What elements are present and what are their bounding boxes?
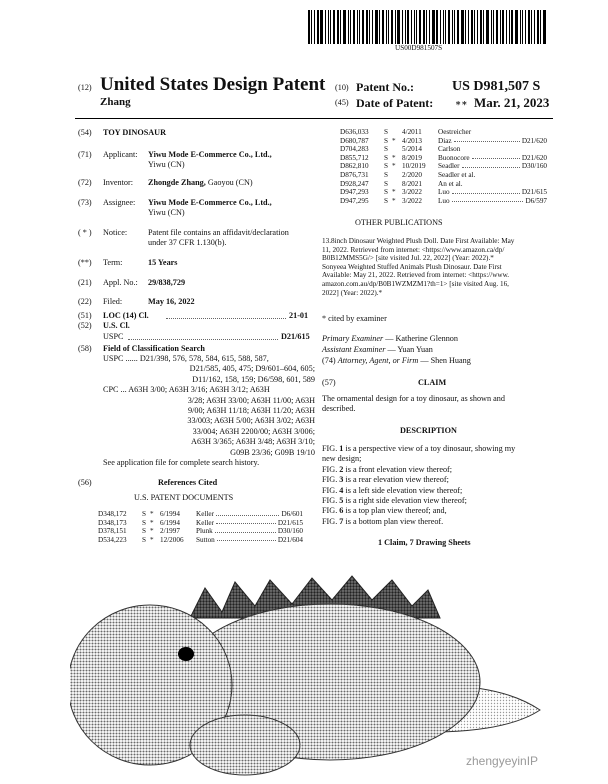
barcode-bar bbox=[426, 10, 427, 44]
left-references-table bbox=[98, 510, 303, 544]
reference-row: D704,283 S 5/2014 Carlson bbox=[340, 145, 461, 154]
barcode-bar bbox=[454, 10, 455, 44]
barcode-bar bbox=[320, 10, 323, 44]
patent-no-label: Patent No.: bbox=[356, 80, 414, 94]
barcode-bar bbox=[491, 10, 492, 44]
barcode-bar bbox=[366, 10, 368, 44]
barcode-bar bbox=[506, 10, 507, 44]
patent-date: Mar. 21, 2023 bbox=[474, 95, 550, 110]
reference-row: D348,173 S * 6/1994 Keller D21/615 bbox=[98, 518, 303, 527]
barcode-bar bbox=[525, 10, 526, 44]
barcode-bar bbox=[540, 10, 541, 44]
barcode-bar bbox=[531, 10, 532, 44]
description-heading: DESCRIPTION bbox=[400, 426, 457, 435]
barcode-bar bbox=[391, 10, 393, 44]
barcode-bar bbox=[436, 10, 438, 44]
barcode-bar bbox=[388, 10, 389, 44]
barcode-bar bbox=[502, 10, 504, 44]
barcode-bar bbox=[423, 10, 425, 44]
barcode-bar bbox=[474, 10, 475, 44]
figure-description: FIG. 4 is a left side elevation view thereof; bbox=[322, 485, 463, 495]
search-history-note: See application file for complete search history. bbox=[103, 458, 260, 467]
reference-row: D348,172 S * 6/1994 Keller D6/601 bbox=[98, 510, 303, 518]
barcode-bar bbox=[520, 10, 521, 44]
barcode-bar bbox=[337, 10, 339, 44]
claims-summary: 1 Claim, 7 Drawing Sheets bbox=[378, 538, 471, 547]
barcode-bar bbox=[496, 10, 498, 44]
barcode-bar bbox=[515, 10, 518, 44]
barcode-bar bbox=[395, 10, 396, 44]
barcode-bar bbox=[317, 10, 319, 44]
barcode-bar bbox=[405, 10, 406, 44]
barcode-bar bbox=[311, 10, 312, 44]
code-12: (12) bbox=[78, 83, 92, 92]
reference-row: D680,787 S * 4/2013 Diaz D21/620 bbox=[340, 136, 547, 145]
classification-search-lines: USPC ...... D21/398, 576, 578, 584, 615, 588, 587, D21/585, 405, 475; D9/601–604, 605; D11/162, 158, 159; D6/598, 601, 589 CPC ... A63H 3/00; A63H 3/16; A63H 3/12; A63H 3/28; A63H 33/00; A63H 11/00; A63H 9/00; A63H 11/18; A63H 11/20; A63H 33/003; A63H 5/00; A63H 3/02; A63H 33/004; A63H 2200/00; A63H 3/006; A63H 3/365; A63H 3/48; A63H 3/10; G09B 23/36; G09B 19/10 bbox=[103, 354, 315, 457]
assistant-examiner: Assistant Examiner — Yuan Yuan bbox=[322, 345, 433, 354]
inventor-surname: Zhang bbox=[100, 96, 131, 108]
barcode-bar bbox=[340, 10, 341, 44]
barcode-bar bbox=[493, 10, 494, 44]
barcode-bar bbox=[333, 10, 335, 44]
date-mark: ∗∗ bbox=[455, 98, 468, 108]
reference-row: D855,712 S * 8/2019 Buonocore D21/620 bbox=[340, 153, 547, 162]
reference-row: D636,033 S 4/2011 Oestreicher bbox=[340, 128, 472, 136]
barcode-bar bbox=[445, 10, 446, 44]
barcode-bar bbox=[471, 10, 473, 44]
reference-row: D947,293 S * 3/2022 Luo D21/615 bbox=[340, 188, 547, 197]
barcode-bar bbox=[330, 10, 331, 44]
leg bbox=[190, 715, 300, 775]
barcode-bar bbox=[414, 10, 415, 44]
barcode-bar bbox=[534, 10, 535, 44]
header-divider bbox=[75, 118, 553, 119]
barcode-bar bbox=[314, 10, 315, 44]
figure-description: FIG. 1 is a perspective view of a toy dinosaur, showing my bbox=[322, 444, 516, 453]
barcode-bar bbox=[372, 10, 373, 44]
barcode-bar bbox=[343, 10, 346, 44]
barcode-bar bbox=[419, 10, 421, 44]
barcode-bar bbox=[443, 10, 444, 44]
barcode-bar bbox=[440, 10, 441, 44]
barcode-bar bbox=[357, 10, 358, 44]
us-patent-documents-heading: U.S. PATENT DOCUMENTS bbox=[134, 493, 234, 502]
figure-description: FIG. 6 is a top plan view thereof; and, bbox=[322, 506, 447, 516]
figure-description: new design; bbox=[322, 454, 362, 464]
reference-row: D534,223 S * 12/2006 Sutton D21/604 bbox=[98, 535, 303, 544]
barcode-bar bbox=[452, 10, 453, 44]
barcode-number: US00D981507S bbox=[395, 44, 443, 52]
barcode-bar bbox=[500, 10, 501, 44]
figure-description: FIG. 5 is a right side elevation view thereof; bbox=[322, 496, 467, 506]
claim-text: The ornamental design for a toy dinosaur, as shown and described. bbox=[322, 394, 505, 414]
barcode-bar bbox=[348, 10, 349, 44]
barcode-bar bbox=[407, 10, 409, 44]
attorney: (74) Attorney, Agent, or Firm — Shen Huang bbox=[322, 356, 471, 365]
claim-heading: CLAIM bbox=[418, 378, 447, 387]
barcode-bar bbox=[486, 10, 489, 44]
watermark: zhengyeyinIP bbox=[466, 754, 539, 768]
barcode-bar bbox=[429, 10, 430, 44]
barcode-bar bbox=[511, 10, 513, 44]
right-references-table bbox=[340, 128, 547, 205]
barcode bbox=[308, 10, 551, 44]
figure-descriptions bbox=[322, 444, 547, 527]
barcode-bar bbox=[325, 10, 326, 44]
patent-number: US D981,507 S bbox=[452, 79, 541, 94]
barcode-bar bbox=[480, 10, 482, 44]
reference-row: D862,810 S * 10/2019 Seadler D30/160 bbox=[340, 162, 547, 171]
claim-number: (57) bbox=[322, 378, 336, 387]
other-publications: 13.8inch Dinosaur Weighted Plush Doll. Date First Available: May 11, 2022. Retrieved from internet: <https://www.amazon.ca/dp/ B0B12MMS5G/> [site visited Jul. 22, 2022] (Year: 2022).* Sonyeea Weighted Stuffed Animals Plush Dinosaur. Date First Available: May 21, 2022. Retrieved from internet: <https://www. amazon.com.au/dp/B0B1WZMZM1?th=1> [site visited Aug. 16, 2022] (Year: 2022).* bbox=[322, 237, 515, 297]
barcode-bar bbox=[328, 10, 329, 44]
barcode-bar bbox=[350, 10, 351, 44]
reference-row: D947,295 S * 3/2022 Luo D6/597 bbox=[340, 196, 547, 205]
barcode-bar bbox=[411, 10, 412, 44]
barcode-bar bbox=[362, 10, 364, 44]
eye-icon bbox=[178, 647, 194, 661]
code-10: (10) bbox=[335, 83, 349, 92]
figure-description: FIG. 3 is a rear elevation view thereof; bbox=[322, 475, 449, 485]
barcode-bar bbox=[379, 10, 380, 44]
barcode-bar bbox=[375, 10, 378, 44]
figure-description: FIG. 7 is a bottom plan view thereof. bbox=[322, 516, 444, 526]
code-45: (45) bbox=[335, 98, 349, 107]
barcode-bar bbox=[477, 10, 478, 44]
barcode-bar bbox=[543, 10, 546, 44]
reference-row: D928,247 S 8/2021 An et al. bbox=[340, 179, 463, 188]
figure-description: FIG. 2 is a front elevation view thereof; bbox=[322, 464, 453, 474]
barcode-bar bbox=[461, 10, 464, 44]
barcode-bar bbox=[509, 10, 510, 44]
barcode-bar bbox=[369, 10, 370, 44]
reference-row: D876,731 S 2/2020 Seadler et al. bbox=[340, 170, 476, 179]
barcode-bar bbox=[528, 10, 530, 44]
barcode-bar bbox=[468, 10, 469, 44]
document-title: United States Design Patent bbox=[100, 74, 326, 95]
barcode-bar bbox=[448, 10, 450, 44]
barcode-bar bbox=[522, 10, 523, 44]
barcode-bar bbox=[308, 10, 310, 44]
primary-examiner: Primary Examiner — Katherine Glennon bbox=[322, 334, 458, 343]
barcode-bar bbox=[402, 10, 403, 44]
barcode-bar bbox=[386, 10, 387, 44]
date-label: Date of Patent: bbox=[356, 96, 434, 110]
barcode-bar bbox=[416, 10, 417, 44]
barcode-bar bbox=[382, 10, 384, 44]
barcode-bar bbox=[537, 10, 539, 44]
barcode-bar bbox=[457, 10, 459, 44]
cited-by-examiner-note: * cited by examiner bbox=[322, 314, 387, 323]
barcode-bar bbox=[483, 10, 484, 44]
barcode-bar bbox=[353, 10, 355, 44]
barcode-bar bbox=[465, 10, 466, 44]
toy-dinosaur-drawing bbox=[70, 570, 608, 784]
barcode-bar bbox=[359, 10, 360, 44]
barcode-bar bbox=[432, 10, 435, 44]
other-publications-heading: OTHER PUBLICATIONS bbox=[355, 218, 443, 227]
reference-row: D378,151 S * 2/1997 Plunk D30/160 bbox=[98, 527, 303, 536]
barcode-bar bbox=[397, 10, 400, 44]
